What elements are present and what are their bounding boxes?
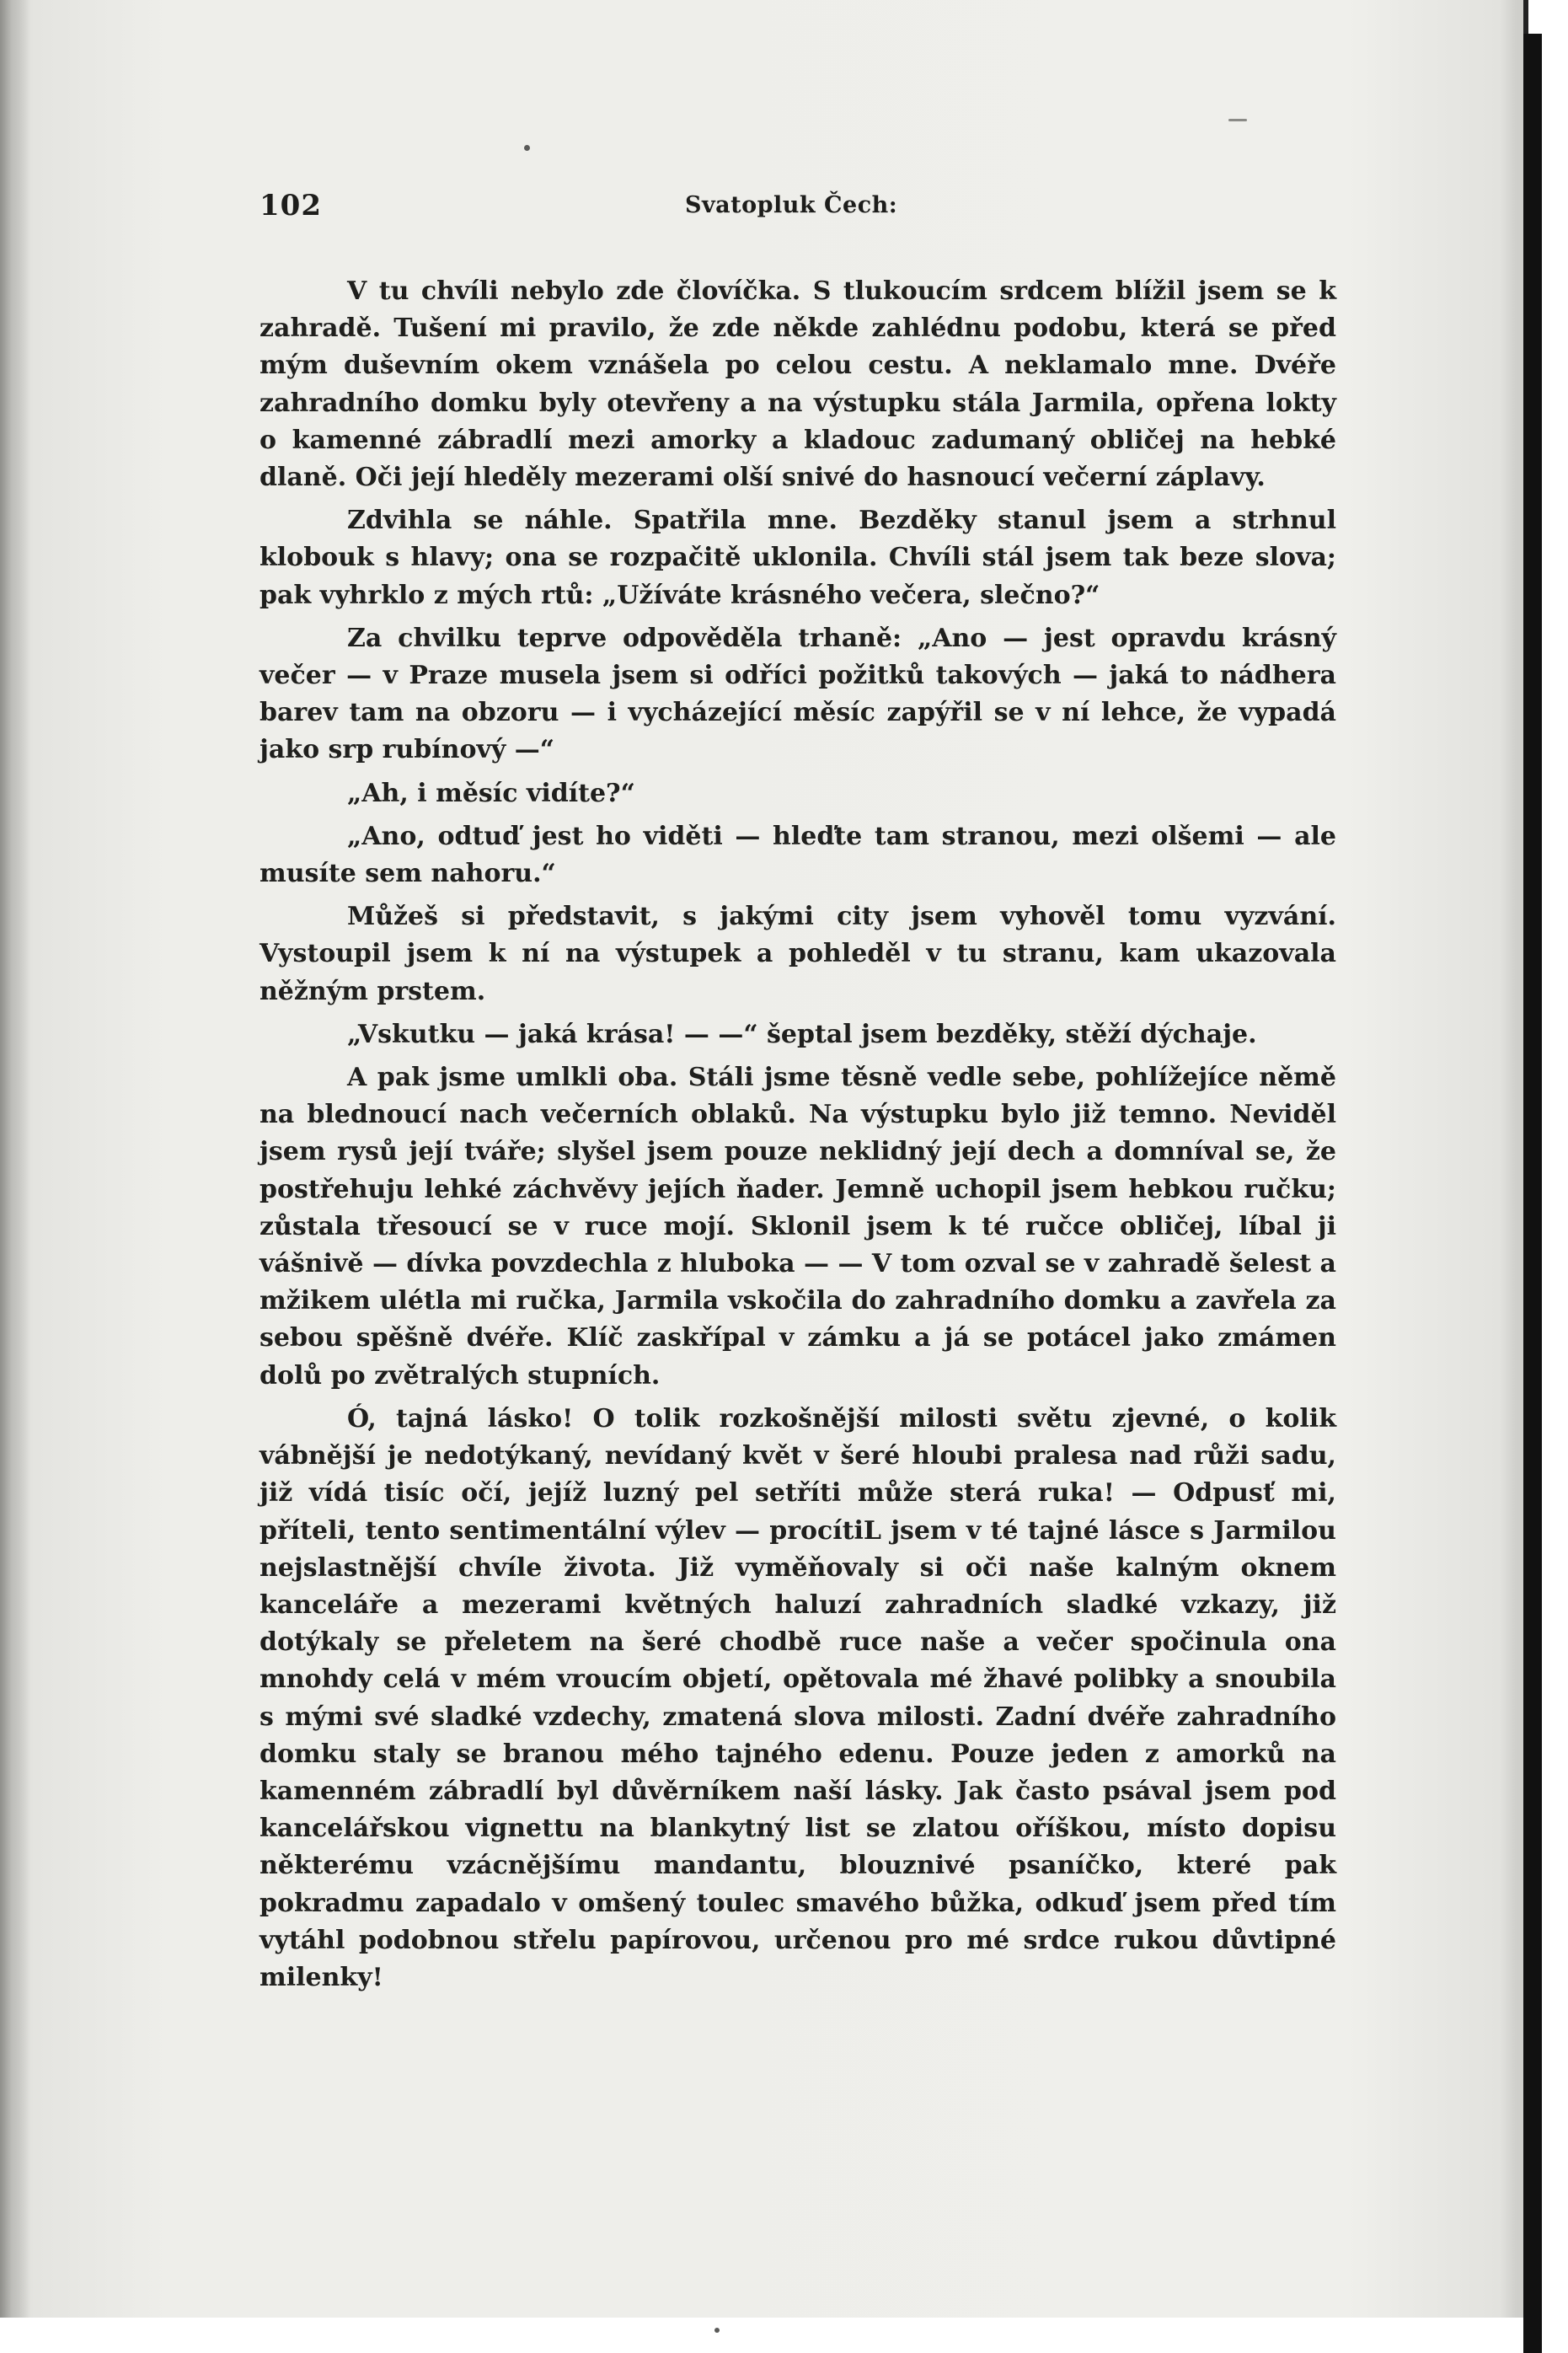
dust-speck — [714, 2328, 720, 2333]
paragraph: V tu chvíli nebylo zde človíčka. S tlukoucím srdcem blížil jsem se k zahradě. Tušení mi pravilo, že zde někde zahlédnu podobu, která se před mým duševním okem vznášela po celou cestu. A neklamalo mne. Dvéře zahradního domku byly otevřeny a na výstupku stála Jarmila, opřena lokty o kamenné zábradlí mezi amorky a kladouc zadumaný obličej na hebké dlaně. Oči její hleděly mezerami olší snivé do hasnoucí večerní záplavy. — [260, 276, 1336, 493]
dust-speck — [1228, 119, 1247, 121]
paragraph: „Ano, odtuď jest ho viděti — hleďte tam stranou, mezi olšemi — ale musíte sem nahoru.“ — [260, 821, 1336, 889]
paragraph: Za chvilku teprve odpověděla trhaně: „Ano — jest opravdu krásný večer — v Praze musela jsem si odříci požitků takových — jaká to nádhera barev tam na obzoru — i vycházející měsíc zapýřil se v ní lehce, že vypadá jako srp rubínový —“ — [260, 623, 1336, 765]
page-gutter-shadow — [0, 0, 30, 2353]
paragraph: Můžeš si představit, s jakými city jsem vyhověl tomu vyzvání. Vystoupil jsem k ní na výstupek a pohleděl v tu stranu, kam ukazovala něžným prstem. — [260, 902, 1336, 1006]
binding-edge-top — [1523, 0, 1528, 34]
page-header — [260, 189, 1338, 231]
paragraph: A pak jsme umlkli oba. Stáli jsme těsně vedle sebe, pohlížejíce němě na blednoucí nach večerních oblaků. Na výstupku bylo již temno. Neviděl jsem rysů její tváře; slyšel jsem pouze neklidný její dech a domníval se, že postřehuju lehké záchvěvy jejích ňader. Jemně uchopil jsem hebkou ručku; zůstala třesoucí se v ruce mojí. Sklonil jsem k té ručce obličej, líbal ji vášnivě — dívka povzdechla z hluboka — — V tom ozval se v zahradě šelest a mžikem ulétla mi ručka, Jarmila vskočila do zahradního domku a zavřela za sebou spěšně dvéře. Klíč zaskřípal v zámku a já se potácel jako zmámen dolů po zvětralých stupních. — [260, 1063, 1336, 1391]
body-text — [260, 273, 1336, 2002]
paragraph: „Vskutku — jaká krása! — —“ šeptal jsem bezděky, stěží dýchaje. — [347, 1019, 1257, 1049]
dust-speck — [524, 145, 530, 151]
binding-edge — [1523, 34, 1542, 2353]
paragraph: Zdvihla se náhle. Spatřila mne. Bezděky stanul jsem a strhnul klobouk s hlavy; ona se rozpačitě uklonila. Chvíli stál jsem tak beze slova; pak vyhrklo z mých rtů: „Užíváte krásného večera, slečno?“ — [260, 506, 1336, 610]
paragraph: Ó, tajná lásko! O tolik rozkošnější milosti světu zjevné, o kolik vábnější je nedotýkaný, nevídaný květ v šeré hloubi pralesa nad růži sadu, již vídá tisíc očí, jejíž luzný pel setříti může sterá ruka! — Odpusť mi, příteli, tento sentimentální výlev — procítiL jsem v té tajné lásce s Jarmilou nejslastnější chvíle života. Již vyměňovaly si oči naše kalným oknem kanceláře a mezerami květných haluzí zahradních sladké vzkazy, již dotýkaly se přeletem na šeré chodbě ruce naše a večer spočinula ona mnohdy celá v mém vroucím objetí, opětovala mé žhavé polibky a snoubila s mými své sladké vzdechy, zmatená slova milosti. Zadní dvéře zahradního domku staly se branou mého tajného edenu. Pouze jeden z amorků na kamenném zábradlí byl důvěrníkem naší lásky. Jak často psával jsem pod kancelářskou vignettu na blankytný list se zlatou oříškou, místo dopisu některému vzácnějšímu mandantu, blouznivé psaníčko, které pak pokradmu zapadalo v omšený toulec smavého bůžka, odkuď jsem před tím vytáhl podobnou střelu papírovou, určenou pro mé srdce rukou důvtipné milenky! — [260, 1403, 1336, 1992]
page-number: 102 — [260, 189, 322, 222]
paragraph: „Ah, i měsíc vidíte?“ — [347, 778, 635, 808]
running-title: Svatopluk Čech: — [685, 192, 898, 218]
scan-bottom-margin — [0, 2318, 1523, 2353]
